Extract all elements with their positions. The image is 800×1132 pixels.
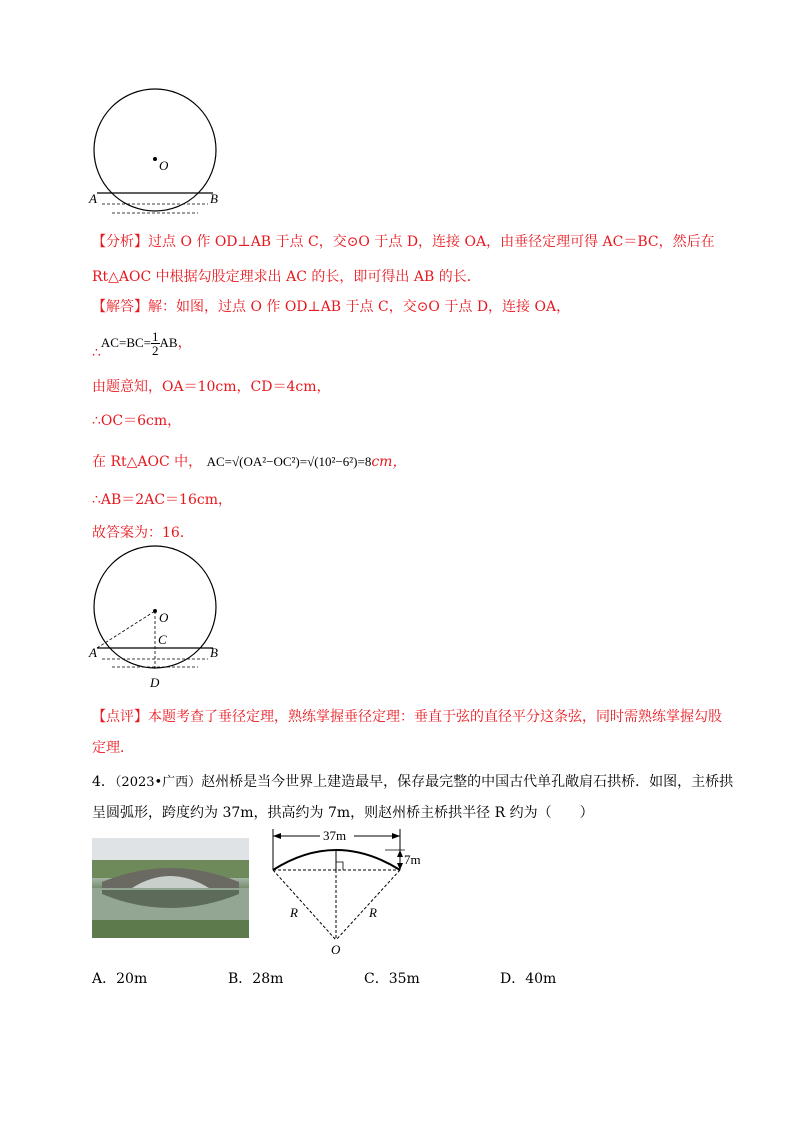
label-d-2: D [150, 675, 160, 690]
question-line-2: 呈圆弧形，跨度约为 37m，拱高约为 7m，则赵州桥主桥拱半径 R 约为（ ） [92, 805, 594, 821]
fraction-denominator: 2 [152, 342, 159, 358]
choice-c[interactable] [364, 968, 420, 988]
question-source: （2023•广西） [114, 775, 202, 790]
solution-line-6: ∴AB＝2AC＝16cm， [92, 492, 232, 508]
formula-1-left: AC=BC= [100, 335, 151, 350]
bridge-photo-drawing [92, 838, 249, 938]
question-text-1: 赵州桥是当今世界上建造最早，保存最完整的中国古代单孔敞肩石拱桥．如图，主桥拱 [201, 774, 734, 790]
analysis-line-1 [92, 232, 715, 252]
analysis-line-2: Rt△AOC 中根据勾股定理求出 AC 的长，即可得出 AB 的长． [92, 269, 481, 285]
height-arrow-top [397, 850, 403, 857]
choice-c-letter: C． [364, 971, 389, 987]
choice-a-value: 20m [116, 971, 148, 987]
figure-circle-1 [80, 88, 230, 223]
solution-tag: 【解答】 [92, 299, 148, 315]
solution-line-5 [92, 452, 406, 472]
label-o-2: O [159, 610, 169, 625]
span-arrow-left [273, 833, 281, 839]
comment-text-1: 本题考查了垂径定理，熟练掌握垂径定理：垂直于弦的直径平分这条弦，同时需熟练掌握勾股 [148, 709, 722, 725]
right-angle-mark [336, 862, 343, 870]
span-arrow-right [392, 833, 400, 839]
solution-line-5-prefix: 在 Rt△AOC 中， [92, 454, 203, 470]
choice-a-letter: A． [92, 971, 117, 987]
comment-tag: 【点评】 [92, 709, 148, 725]
analysis-text-1: 过点 O 作 OD⊥AB 于点 C，交⊙O 于点 D，连接 OA，由垂径定理可得 AC＝BC，然后在 [148, 234, 715, 250]
choice-a[interactable] [92, 968, 147, 988]
circle-2 [94, 546, 216, 668]
label-a-1: A [89, 191, 97, 206]
analysis-tag: 【分析】 [92, 234, 148, 250]
solution-formula-1 [92, 328, 192, 368]
fraction-half [151, 330, 160, 357]
therefore-symbol: ∴ [92, 345, 101, 361]
choice-b[interactable] [228, 968, 283, 988]
center-dot-2 [153, 609, 157, 613]
solution-line-4: ∴OC＝6cm， [92, 413, 182, 429]
comment-line-2: 定理． [92, 740, 134, 756]
radius-left [273, 870, 336, 940]
solution-text-1: 解：如图，过点 O 作 OD⊥AB 于点 C，交⊙O 于点 D，连接 OA， [148, 299, 571, 315]
formula-2-unit: cm， [371, 454, 407, 470]
solution-line-7: 故答案为：16． [92, 525, 194, 541]
label-c-2: C [158, 632, 167, 647]
figure-circle-2 [80, 545, 230, 695]
dashed-oa [97, 611, 155, 648]
label-o-1: O [159, 158, 169, 173]
solution-line-3: 由题意知，OA＝10cm，CD＝4cm， [92, 379, 331, 395]
choice-d-letter: D． [500, 971, 526, 987]
center-o-label: O [331, 942, 341, 957]
span-label: 37m [323, 828, 347, 843]
formula-1-right: AB [159, 335, 178, 350]
formula-1-end: ， [177, 335, 192, 351]
choice-b-value: 28m [252, 971, 284, 987]
comment-line-1 [92, 707, 722, 727]
figure-arch [265, 826, 435, 961]
radius-right-label: R [369, 905, 377, 920]
center-dot-1 [153, 157, 157, 161]
question-number: 4． [92, 774, 115, 790]
label-b-2: B [210, 645, 218, 660]
height-label: 7m [404, 852, 421, 867]
label-a-2: A [89, 645, 97, 660]
choice-b-letter: B． [228, 971, 253, 987]
choice-d-value: 40m [525, 971, 557, 987]
choice-d[interactable] [500, 968, 556, 988]
radius-right [336, 870, 400, 940]
question-line-1 [92, 772, 733, 793]
choice-c-value: 35m [388, 971, 420, 987]
radius-left-label: R [290, 905, 298, 920]
label-b-1: B [210, 191, 218, 206]
formula-2: AC=√(OA²−OC²)=√(10²−6²)=8 [206, 454, 372, 469]
fraction-numerator: 1 [152, 328, 159, 344]
bridge-photo [92, 838, 249, 938]
solution-line-1 [92, 297, 570, 317]
